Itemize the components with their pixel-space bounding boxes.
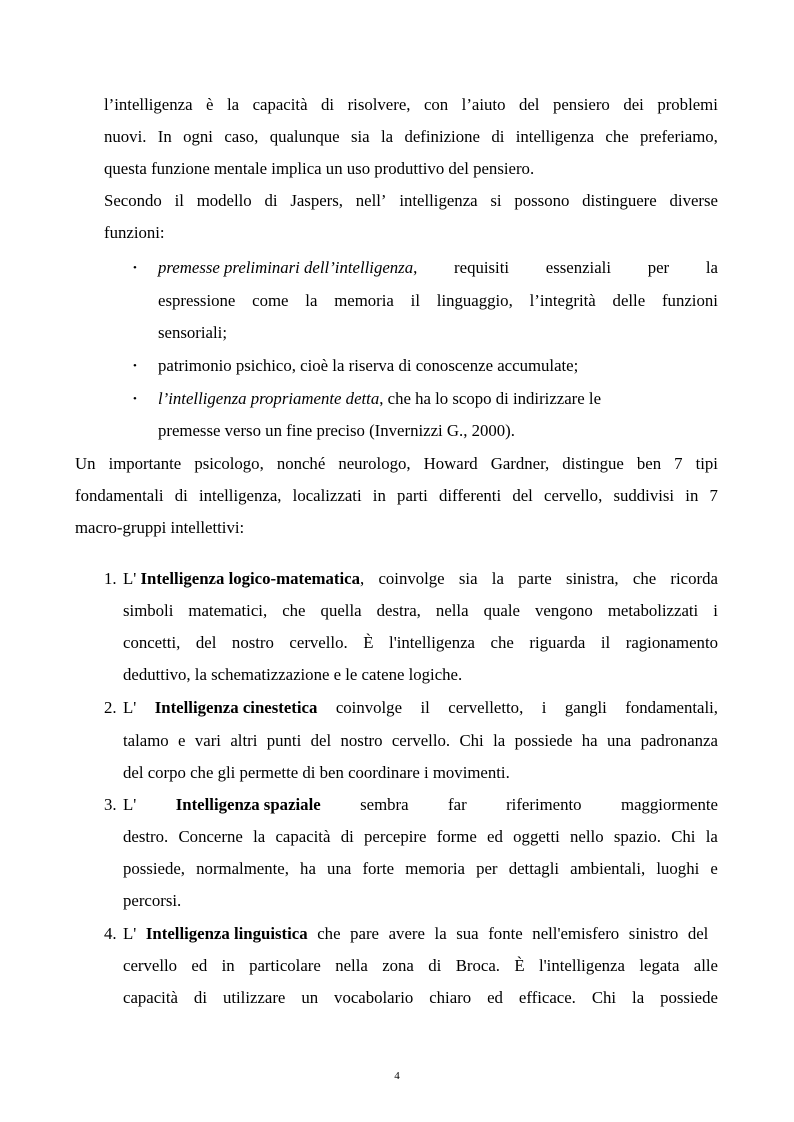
text-span: sua xyxy=(456,924,479,943)
word: del xyxy=(518,95,540,114)
word: memoria xyxy=(334,291,394,310)
list-item xyxy=(123,795,718,815)
text-line xyxy=(123,633,718,653)
word: concetti, xyxy=(123,633,181,652)
word: Concerne xyxy=(178,827,243,846)
word: padronanza xyxy=(640,731,718,750)
text-line xyxy=(123,731,718,751)
text-span: del xyxy=(687,924,709,943)
text-line xyxy=(123,859,718,879)
word: i xyxy=(713,601,718,620)
word: forme xyxy=(436,827,477,846)
text-span: sinistro xyxy=(628,924,679,943)
word: È xyxy=(514,956,525,975)
bullet-marker: • xyxy=(133,393,137,405)
text-span: maggiormente xyxy=(621,795,718,814)
word: ragionamento xyxy=(625,633,718,652)
word: distinguere xyxy=(582,191,657,210)
word: una xyxy=(327,859,352,878)
word: come xyxy=(252,291,289,310)
word: utilizzare xyxy=(222,988,286,1007)
word: intelligenza, xyxy=(198,486,282,505)
word: Chi xyxy=(591,988,617,1007)
text-span: la xyxy=(705,258,718,277)
word: dettagli xyxy=(508,859,560,878)
text-line xyxy=(158,291,718,311)
word: nella xyxy=(335,956,368,975)
word: l’aiuto xyxy=(461,95,506,114)
word: di xyxy=(491,127,505,146)
text-line: funzioni: xyxy=(104,223,165,242)
word: un xyxy=(301,988,319,1007)
word: vocabolario xyxy=(334,988,414,1007)
word: ambientali, xyxy=(570,859,646,878)
word: chiaro xyxy=(429,988,472,1007)
text-line xyxy=(123,988,718,1008)
word: in xyxy=(372,486,386,505)
word: nostro xyxy=(340,731,383,750)
word: memoria xyxy=(405,859,465,878)
word: modello xyxy=(196,191,252,210)
text-span: che xyxy=(317,924,341,943)
word: possiede xyxy=(660,988,718,1007)
word: la xyxy=(493,731,506,750)
word: pensiero xyxy=(552,95,610,114)
word: efficace. xyxy=(518,988,576,1007)
bullet-marker: • xyxy=(133,262,137,274)
text-span: cervelletto, xyxy=(448,698,524,717)
word: la xyxy=(632,988,645,1007)
word: ha xyxy=(300,859,316,878)
bullet-item: patrimonio psichico, cioè la riserva di conoscenze accumulate; xyxy=(158,356,579,375)
list-item xyxy=(123,569,718,589)
bold-term: Intelligenza spaziale xyxy=(175,795,321,814)
word: linguaggio, xyxy=(436,291,513,310)
word: psicologo, xyxy=(194,454,264,473)
word: particolare xyxy=(249,956,321,975)
text-span: ricorda xyxy=(670,569,718,588)
word: di xyxy=(174,486,188,505)
word: la xyxy=(305,291,318,310)
text-span: parte xyxy=(518,569,552,588)
text-span: la xyxy=(491,569,504,588)
word: ed xyxy=(191,956,208,975)
word: neurologo, xyxy=(338,454,411,473)
word: Secondo xyxy=(104,191,162,210)
word: l’integrità xyxy=(529,291,596,310)
text-span: riferimento xyxy=(506,795,582,814)
word: cervello xyxy=(123,956,178,975)
text-span: L' xyxy=(123,569,137,588)
word: parti xyxy=(397,486,428,505)
text-line: premesse verso un fine preciso (Invernizzi G., 2000). xyxy=(158,421,515,440)
word: ha xyxy=(581,731,598,750)
word: vengono xyxy=(534,601,593,620)
word: di xyxy=(264,191,278,210)
word: alle xyxy=(693,956,718,975)
text-span: L' xyxy=(123,924,137,943)
word: differenti xyxy=(439,486,502,505)
bullet-item xyxy=(158,389,601,409)
text-line xyxy=(123,827,718,847)
word: destro. xyxy=(123,827,169,846)
text-line xyxy=(75,486,718,506)
word: definizione xyxy=(404,127,480,146)
word: delle xyxy=(612,291,646,310)
word: oggetti xyxy=(513,827,560,846)
text-line xyxy=(123,601,718,621)
word: funzioni xyxy=(661,291,718,310)
word: Chi xyxy=(671,827,696,846)
word: e xyxy=(710,859,718,878)
word: 7 xyxy=(674,454,683,473)
word: che xyxy=(490,633,514,652)
text-span: coinvolge xyxy=(378,569,445,588)
word: riguarda xyxy=(529,633,586,652)
text-span: far xyxy=(448,795,467,814)
word: punti xyxy=(266,731,302,750)
word: è xyxy=(206,95,214,114)
word: che xyxy=(282,601,306,620)
word: Howard xyxy=(423,454,478,473)
word: talamo xyxy=(123,731,169,750)
word: nuovi. xyxy=(104,127,147,146)
text-span: il xyxy=(420,698,430,717)
word: quella xyxy=(320,601,362,620)
word: con xyxy=(423,95,449,114)
word: nello xyxy=(570,827,604,846)
word: dei xyxy=(623,95,644,114)
word: qualunque xyxy=(269,127,340,146)
word: Chi xyxy=(459,731,484,750)
word: importante xyxy=(108,454,182,473)
text-line: percorsi. xyxy=(123,891,182,910)
word: del xyxy=(512,486,533,505)
word: di xyxy=(340,827,354,846)
word: matematici, xyxy=(188,601,268,620)
word: risolvere, xyxy=(347,95,411,114)
text-line xyxy=(123,956,718,976)
word: normalmente, xyxy=(196,859,289,878)
word: capacità xyxy=(275,827,331,846)
text-line xyxy=(104,95,718,115)
list-number: 2. xyxy=(104,698,117,717)
word: Un xyxy=(75,454,96,473)
list-item xyxy=(123,924,718,944)
text-span: requisiti xyxy=(454,258,510,277)
word: si xyxy=(490,191,502,210)
word: ed xyxy=(487,827,503,846)
page-number: 4 xyxy=(394,1070,400,1082)
word: ed xyxy=(487,988,503,1007)
text-line xyxy=(104,127,718,147)
word: la xyxy=(380,127,394,146)
word: ogni xyxy=(183,127,213,146)
word: che xyxy=(605,127,629,146)
word: la xyxy=(226,95,240,114)
word: in xyxy=(221,956,235,975)
text-span: L' xyxy=(123,698,137,717)
word: Gardner, xyxy=(490,454,550,473)
bullet-marker: • xyxy=(133,360,137,372)
word: localizzati xyxy=(292,486,362,505)
word: cervello. xyxy=(289,633,348,652)
text-span: fonte xyxy=(488,924,523,943)
list-item xyxy=(123,698,718,718)
word: intelligenza xyxy=(399,191,478,210)
word: nonché xyxy=(276,454,326,473)
word: diverse xyxy=(669,191,718,210)
list-number: 1. xyxy=(104,569,117,588)
text-line xyxy=(75,454,718,474)
word: di xyxy=(193,988,207,1007)
text-span: sia xyxy=(458,569,478,588)
word: È xyxy=(363,633,374,652)
word: Broca. xyxy=(455,956,500,975)
bold-term: Intelligenza cinestetica xyxy=(154,698,318,717)
text-span: che xyxy=(632,569,657,588)
text-span: fondamentali, xyxy=(625,698,718,717)
word: 7 xyxy=(709,486,718,505)
bold-term: Intelligenza linguistica xyxy=(145,924,308,943)
word: spazio. xyxy=(613,827,661,846)
text-span: per xyxy=(647,258,670,277)
text-span: coinvolge xyxy=(335,698,403,717)
word: di xyxy=(428,956,442,975)
text-span: i xyxy=(541,698,547,717)
text-span: sinistra, xyxy=(565,569,619,588)
word: metabolizzati xyxy=(607,601,699,620)
list-number: 3. xyxy=(104,795,117,814)
list-number: 4. xyxy=(104,924,117,943)
word: per xyxy=(476,859,498,878)
word: sia xyxy=(350,127,370,146)
word: espressione xyxy=(158,291,236,310)
text-line: macro-gruppi intellettivi: xyxy=(75,518,245,537)
word: intelligenza xyxy=(515,127,595,146)
word: zona xyxy=(382,956,414,975)
word: cervello. xyxy=(391,731,451,750)
word: distingue xyxy=(562,454,624,473)
text-span: gangli xyxy=(564,698,607,717)
bullet-item xyxy=(158,258,718,278)
word: il xyxy=(410,291,420,310)
word: il xyxy=(600,633,611,652)
word: problemi xyxy=(657,95,718,114)
word: la xyxy=(253,827,266,846)
text-span: avere xyxy=(388,924,425,943)
text-span: L' xyxy=(123,795,137,814)
italic-term: premesse preliminari dell’intelligenza xyxy=(158,258,414,277)
word: capacità xyxy=(123,988,178,1007)
text-line: sensoriali; xyxy=(158,323,227,342)
word: una xyxy=(606,731,632,750)
italic-term: l’intelligenza propriamente detta xyxy=(158,389,380,408)
word: l'intelligenza xyxy=(389,633,475,652)
word: possiede xyxy=(514,731,573,750)
word: in xyxy=(685,486,699,505)
word: nostro xyxy=(231,633,274,652)
word: la xyxy=(705,827,718,846)
text-span: , xyxy=(359,569,365,588)
word: luoghi xyxy=(656,859,700,878)
word: Jaspers, xyxy=(290,191,343,210)
word: possono xyxy=(514,191,570,210)
text-line xyxy=(104,191,718,211)
text-span: sembra xyxy=(360,795,409,814)
text-line: deduttivo, la schematizzazione e le catene logiche. xyxy=(123,665,463,684)
word: capacità xyxy=(252,95,308,114)
word: l’intelligenza xyxy=(104,95,193,114)
text-span: la xyxy=(434,924,447,943)
text-span: , che ha lo scopo di indirizzare le xyxy=(379,389,602,408)
word: destra, xyxy=(376,601,421,620)
word: altri xyxy=(230,731,258,750)
word: del xyxy=(195,633,217,652)
word: forte xyxy=(362,859,395,878)
word: ben xyxy=(636,454,662,473)
text-span: essenziali xyxy=(545,258,611,277)
word: tipi xyxy=(695,454,718,473)
bold-term: Intelligenza logico-matematica xyxy=(140,569,360,588)
word: suddivisi xyxy=(613,486,675,505)
word: quale xyxy=(483,601,520,620)
word: e xyxy=(178,731,186,750)
word: vari xyxy=(194,731,221,750)
text-span: pare xyxy=(350,924,380,943)
text-span: nell'emisfero xyxy=(532,924,620,943)
text-span: , xyxy=(413,258,418,277)
text-line: questa funzione mentale implica un uso produttivo del pensiero. xyxy=(104,159,535,178)
word: di xyxy=(321,95,335,114)
word: fondamentali xyxy=(75,486,164,505)
word: legata xyxy=(639,956,680,975)
word: del xyxy=(310,731,332,750)
word: simboli xyxy=(123,601,174,620)
text-line: del corpo che gli permette di ben coordinare i movimenti. xyxy=(123,763,510,782)
word: percepire xyxy=(364,827,427,846)
word: preferiamo, xyxy=(640,127,718,146)
word: In xyxy=(157,127,172,146)
word: caso, xyxy=(224,127,259,146)
word: nella xyxy=(435,601,469,620)
word: il xyxy=(174,191,184,210)
word: possiede, xyxy=(123,859,185,878)
word: cervello, xyxy=(544,486,603,505)
word: l'intelligenza xyxy=(538,956,625,975)
word: nell’ xyxy=(355,191,387,210)
